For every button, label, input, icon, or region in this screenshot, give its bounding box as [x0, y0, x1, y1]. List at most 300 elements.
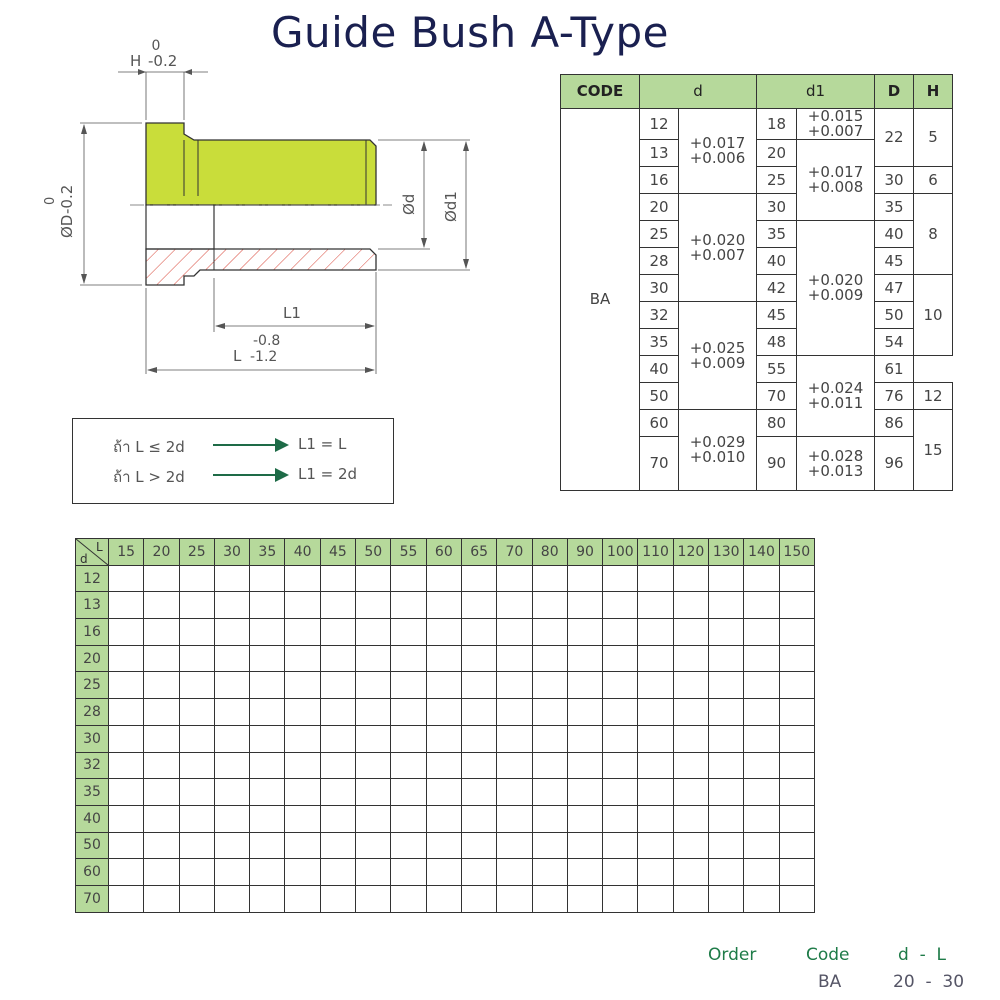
grid-cell	[461, 832, 496, 859]
d1-tol-cell: +0.024 +0.011	[797, 356, 875, 437]
grid-cell	[356, 752, 391, 779]
grid-cell	[673, 805, 708, 832]
grid-cell	[144, 619, 179, 646]
grid-cell	[391, 805, 426, 832]
grid-cell	[744, 592, 779, 619]
grid-cell	[214, 725, 249, 752]
rule1-condition: ถ้า L ≤ 2d	[113, 438, 185, 456]
grid-cell	[426, 645, 461, 672]
grid-cell	[320, 672, 355, 699]
grid-corner-L: L	[96, 540, 103, 554]
grid-cell	[391, 779, 426, 806]
grid-cell	[356, 725, 391, 752]
grid-cell	[391, 672, 426, 699]
grid-cell	[497, 885, 532, 912]
grid-cell	[391, 885, 426, 912]
grid-cell	[109, 805, 144, 832]
grid-cell	[532, 832, 567, 859]
grid-cell	[179, 672, 214, 699]
grid-cell	[109, 779, 144, 806]
grid-cell	[532, 779, 567, 806]
grid-cell	[603, 832, 638, 859]
grid-cell	[250, 672, 285, 699]
spec-table	[560, 74, 953, 491]
grid-cell	[532, 619, 567, 646]
grid-col-header: 150	[779, 539, 814, 566]
grid-cell	[744, 832, 779, 859]
code-cell: BA	[561, 109, 640, 491]
grid-cell	[673, 672, 708, 699]
grid-cell	[673, 832, 708, 859]
H-value: 6	[914, 167, 953, 194]
grid-cell	[744, 565, 779, 592]
d-tol-cell: +0.029 +0.010	[679, 410, 757, 491]
grid-cell	[497, 859, 532, 886]
grid-cell	[320, 725, 355, 752]
grid-cell	[779, 565, 814, 592]
d-l-value: 20 - 30	[893, 972, 965, 992]
spec-header-D: D	[875, 75, 914, 109]
d-value: 40	[640, 356, 679, 383]
grid-cell	[250, 725, 285, 752]
arrow-right-icon	[213, 444, 285, 446]
grid-cell	[567, 565, 602, 592]
grid-cell	[285, 699, 320, 726]
grid-cell	[426, 672, 461, 699]
d1-tol-cell: +0.028 +0.013	[797, 437, 875, 491]
od1-label: Ød1	[442, 191, 460, 222]
grid-cell	[179, 752, 214, 779]
grid-cell	[673, 619, 708, 646]
grid-cell	[673, 752, 708, 779]
D-value: 35	[875, 194, 914, 221]
d-value: 13	[640, 140, 679, 167]
grid-cell	[461, 645, 496, 672]
grid-cell	[250, 645, 285, 672]
grid-cell	[779, 779, 814, 806]
grid-col-header: 40	[285, 539, 320, 566]
grid-cell	[532, 885, 567, 912]
grid-cell	[320, 859, 355, 886]
l-tol-upper: -0.8	[253, 333, 281, 349]
table-row	[76, 645, 815, 672]
grid-cell	[744, 779, 779, 806]
grid-cell	[497, 832, 532, 859]
d1-value: 90	[757, 437, 797, 491]
grid-col-header: 140	[744, 539, 779, 566]
grid-cell	[179, 592, 214, 619]
grid-cell	[214, 779, 249, 806]
d1-value: 42	[757, 275, 797, 302]
grid-cell	[673, 859, 708, 886]
d-tol-cell: +0.020 +0.007	[679, 194, 757, 302]
grid-cell	[567, 619, 602, 646]
l1-rule-box	[72, 418, 394, 504]
grid-col-header: 70	[497, 539, 532, 566]
od-big-tol-lower: -0.2	[58, 184, 76, 214]
grid-cell	[214, 752, 249, 779]
grid-cell	[497, 565, 532, 592]
grid-corner	[76, 539, 109, 566]
grid-cell	[109, 752, 144, 779]
grid-cell	[567, 592, 602, 619]
grid-cell	[391, 832, 426, 859]
grid-cell	[214, 619, 249, 646]
grid-cell	[109, 699, 144, 726]
grid-cell	[144, 832, 179, 859]
grid-col-header: 80	[532, 539, 567, 566]
order-label: Order	[708, 945, 757, 965]
table-row	[76, 592, 815, 619]
grid-cell	[532, 699, 567, 726]
d-value: 20	[640, 194, 679, 221]
grid-cell	[744, 619, 779, 646]
grid-col-header: 25	[179, 539, 214, 566]
grid-row-header: 28	[76, 699, 109, 726]
grid-cell	[144, 565, 179, 592]
grid-cell	[744, 725, 779, 752]
d1-tol-cell: +0.015 +0.007	[797, 109, 875, 140]
grid-cell	[638, 565, 673, 592]
grid-cell	[426, 779, 461, 806]
rule2-result: L1 = 2d	[298, 465, 358, 483]
grid-cell	[250, 752, 285, 779]
grid-cell	[285, 672, 320, 699]
grid-cell	[779, 645, 814, 672]
grid-cell	[532, 725, 567, 752]
grid-cell	[673, 592, 708, 619]
table-row	[76, 779, 815, 806]
grid-cell	[461, 565, 496, 592]
D-value: 96	[875, 437, 914, 491]
grid-cell	[603, 565, 638, 592]
D-value: 30	[875, 167, 914, 194]
grid-cell	[214, 645, 249, 672]
grid-cell	[391, 699, 426, 726]
grid-cell	[532, 592, 567, 619]
d1-value: 35	[757, 221, 797, 248]
D-value: 76	[875, 383, 914, 410]
grid-col-header: 15	[109, 539, 144, 566]
grid-cell	[673, 699, 708, 726]
grid-cell	[285, 832, 320, 859]
grid-cell	[709, 779, 744, 806]
table-row	[76, 699, 815, 726]
table-row	[76, 725, 815, 752]
grid-cell	[109, 619, 144, 646]
grid-cell	[603, 779, 638, 806]
grid-cell	[214, 592, 249, 619]
table-row	[76, 565, 815, 592]
grid-row-header: 40	[76, 805, 109, 832]
code-value: BA	[818, 972, 842, 992]
grid-cell	[144, 885, 179, 912]
grid-cell	[603, 699, 638, 726]
grid-cell	[214, 565, 249, 592]
grid-col-header: 20	[144, 539, 179, 566]
grid-col-header: 90	[567, 539, 602, 566]
grid-cell	[567, 805, 602, 832]
grid-cell	[638, 592, 673, 619]
grid-cell	[320, 779, 355, 806]
grid-cell	[320, 885, 355, 912]
grid-cell	[532, 672, 567, 699]
grid-cell	[709, 699, 744, 726]
rule2-condition: ถ้า L > 2d	[113, 468, 185, 486]
grid-cell	[779, 725, 814, 752]
d-value: 16	[640, 167, 679, 194]
table-row	[76, 859, 815, 886]
grid-cell	[638, 832, 673, 859]
grid-cell	[214, 885, 249, 912]
grid-cell	[673, 645, 708, 672]
d-value: 12	[640, 109, 679, 140]
grid-cell	[567, 699, 602, 726]
H-value: 8	[914, 194, 953, 275]
grid-row-header: 16	[76, 619, 109, 646]
grid-cell	[109, 885, 144, 912]
grid-cell	[744, 805, 779, 832]
arrow-right-icon	[213, 474, 285, 476]
d-value: 35	[640, 329, 679, 356]
grid-cell	[109, 672, 144, 699]
grid-cell	[356, 645, 391, 672]
grid-col-header: 130	[709, 539, 744, 566]
d-l-label: d - L	[898, 945, 947, 965]
grid-cell	[179, 885, 214, 912]
grid-cell	[461, 859, 496, 886]
grid-cell	[285, 592, 320, 619]
d1-value: 20	[757, 140, 797, 167]
grid-cell	[356, 779, 391, 806]
grid-cell	[638, 725, 673, 752]
grid-cell	[179, 565, 214, 592]
grid-cell	[497, 805, 532, 832]
grid-cell	[426, 859, 461, 886]
table-row	[76, 672, 815, 699]
grid-cell	[709, 672, 744, 699]
grid-cell	[144, 859, 179, 886]
grid-row-header: 20	[76, 645, 109, 672]
grid-cell	[356, 859, 391, 886]
grid-cell	[638, 859, 673, 886]
grid-cell	[426, 885, 461, 912]
grid-cell	[709, 592, 744, 619]
grid-row-header: 12	[76, 565, 109, 592]
bush-upper-body	[146, 123, 376, 205]
grid-cell	[109, 645, 144, 672]
H-value: 12	[914, 383, 953, 410]
grid-row-header: 30	[76, 725, 109, 752]
D-value: 22	[875, 109, 914, 167]
grid-cell	[356, 565, 391, 592]
grid-cell	[779, 859, 814, 886]
grid-cell	[779, 699, 814, 726]
H-value: 15	[914, 410, 953, 491]
D-value: 50	[875, 302, 914, 329]
bush-section-hatch	[146, 249, 376, 285]
grid-cell	[497, 752, 532, 779]
grid-cell	[532, 752, 567, 779]
table-row	[76, 619, 815, 646]
grid-cell	[356, 592, 391, 619]
grid-cell	[638, 645, 673, 672]
D-value: 40	[875, 221, 914, 248]
grid-cell	[285, 565, 320, 592]
od-big-label: ØD	[58, 214, 76, 238]
grid-col-header: 35	[250, 539, 285, 566]
grid-cell	[426, 725, 461, 752]
grid-cell	[391, 645, 426, 672]
spec-header-d: d	[640, 75, 757, 109]
grid-row-header: 32	[76, 752, 109, 779]
grid-cell	[461, 699, 496, 726]
grid-cell	[426, 619, 461, 646]
grid-cell	[144, 805, 179, 832]
spec-header-row	[561, 75, 953, 109]
grid-cell	[779, 805, 814, 832]
grid-col-header: 60	[426, 539, 461, 566]
grid-cell	[320, 699, 355, 726]
grid-cell	[638, 805, 673, 832]
grid-cell	[250, 565, 285, 592]
grid-cell	[320, 805, 355, 832]
grid-cell	[603, 672, 638, 699]
grid-cell	[532, 565, 567, 592]
table-row	[76, 885, 815, 912]
grid-row-header: 13	[76, 592, 109, 619]
l-tol-lower: -1.2	[250, 349, 278, 365]
grid-cell	[109, 592, 144, 619]
grid-col-header: 100	[603, 539, 638, 566]
grid-cell	[461, 592, 496, 619]
grid-cell	[497, 672, 532, 699]
grid-cell	[391, 725, 426, 752]
grid-cell	[426, 805, 461, 832]
grid-cell	[250, 779, 285, 806]
h-dim-label: H	[130, 52, 142, 70]
grid-cell	[567, 645, 602, 672]
grid-cell	[214, 805, 249, 832]
grid-cell	[744, 645, 779, 672]
grid-cell	[179, 805, 214, 832]
d1-value: 45	[757, 302, 797, 329]
D-value: 61	[875, 356, 914, 383]
grid-cell	[285, 752, 320, 779]
d1-value: 80	[757, 410, 797, 437]
od-big-tol-upper: 0	[43, 196, 58, 205]
grid-cell	[709, 859, 744, 886]
selection-grid	[75, 538, 815, 913]
grid-cell	[532, 645, 567, 672]
grid-cell	[391, 592, 426, 619]
grid-cell	[250, 805, 285, 832]
d-value: 60	[640, 410, 679, 437]
grid-cell	[461, 672, 496, 699]
grid-cell	[144, 672, 179, 699]
grid-cell	[179, 859, 214, 886]
d-tol-cell: +0.025 +0.009	[679, 302, 757, 410]
grid-col-header: 30	[214, 539, 249, 566]
grid-cell	[356, 885, 391, 912]
grid-cell	[356, 699, 391, 726]
od-small-label: Ød	[400, 193, 418, 215]
grid-cell	[285, 645, 320, 672]
grid-cell	[638, 619, 673, 646]
grid-cell	[603, 859, 638, 886]
h-tol-lower: -0.2	[148, 52, 178, 70]
grid-cell	[744, 859, 779, 886]
grid-col-header: 110	[638, 539, 673, 566]
grid-cell	[709, 619, 744, 646]
grid-cell	[426, 699, 461, 726]
grid-cell	[214, 832, 249, 859]
d-value: 28	[640, 248, 679, 275]
grid-cell	[461, 725, 496, 752]
grid-row-header: 25	[76, 672, 109, 699]
grid-cell	[673, 725, 708, 752]
grid-cell	[603, 645, 638, 672]
grid-cell	[285, 859, 320, 886]
grid-cell	[603, 752, 638, 779]
D-value: 54	[875, 329, 914, 356]
grid-cell	[179, 619, 214, 646]
grid-cell	[356, 672, 391, 699]
grid-cell	[461, 805, 496, 832]
grid-cell	[497, 619, 532, 646]
grid-cell	[638, 779, 673, 806]
grid-cell	[179, 832, 214, 859]
grid-cell	[391, 619, 426, 646]
grid-cell	[285, 619, 320, 646]
d1-value: 25	[757, 167, 797, 194]
d1-tol-cell: +0.020 +0.009	[797, 221, 875, 356]
grid-col-header: 65	[461, 539, 496, 566]
grid-cell	[497, 779, 532, 806]
grid-col-header: 45	[320, 539, 355, 566]
grid-cell	[320, 832, 355, 859]
D-value: 86	[875, 410, 914, 437]
grid-cell	[567, 832, 602, 859]
grid-cell	[709, 725, 744, 752]
grid-col-header: 50	[356, 539, 391, 566]
grid-cell	[320, 565, 355, 592]
grid-cell	[709, 805, 744, 832]
d1-value: 55	[757, 356, 797, 383]
grid-cell	[567, 752, 602, 779]
grid-cell	[603, 805, 638, 832]
grid-cell	[673, 779, 708, 806]
grid-cell	[109, 725, 144, 752]
table-row	[76, 805, 815, 832]
d-value: 32	[640, 302, 679, 329]
spec-header-d1: d1	[757, 75, 875, 109]
d-tol-cell: +0.017 +0.006	[679, 109, 757, 194]
grid-cell	[250, 885, 285, 912]
grid-cell	[214, 699, 249, 726]
grid-cell	[356, 832, 391, 859]
grid-cell	[779, 752, 814, 779]
grid-cell	[426, 752, 461, 779]
d1-value: 18	[757, 109, 797, 140]
grid-cell	[144, 752, 179, 779]
grid-cell	[497, 645, 532, 672]
grid-cell	[109, 859, 144, 886]
grid-cell	[567, 725, 602, 752]
d1-tol-cell: +0.017 +0.008	[797, 140, 875, 221]
page-title: Guide Bush A-Type	[270, 8, 670, 57]
grid-cell	[461, 619, 496, 646]
